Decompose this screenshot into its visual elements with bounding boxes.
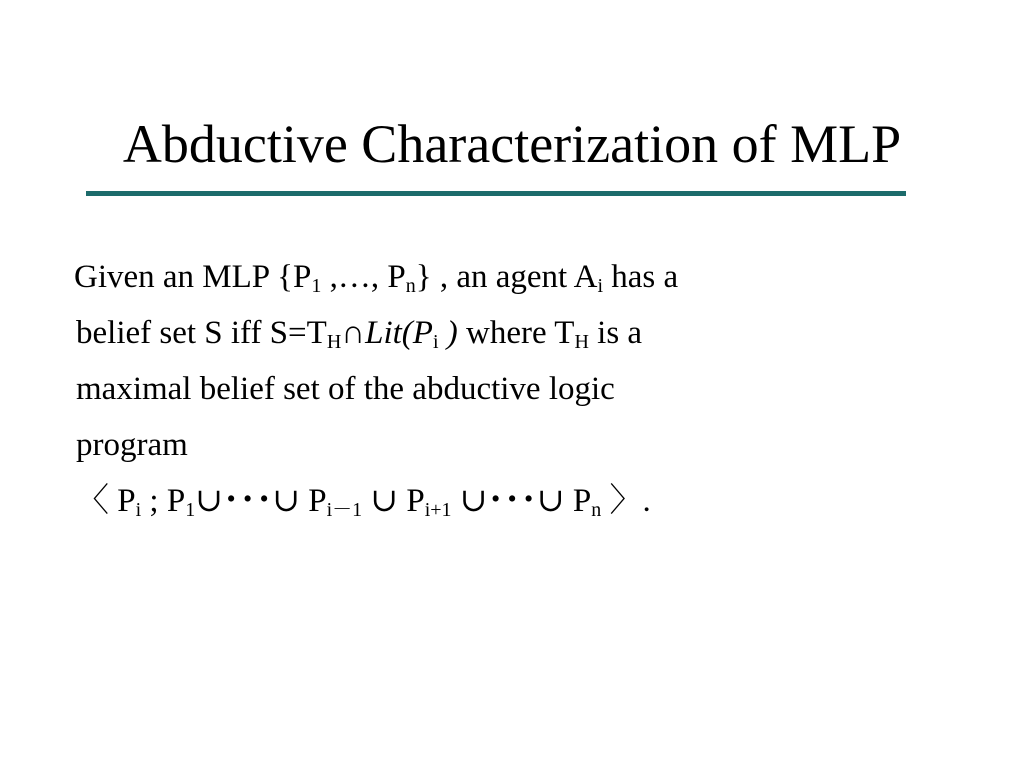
text: is a xyxy=(588,315,643,351)
subscript: H xyxy=(574,331,589,353)
text: belief set S iff S=T xyxy=(76,315,327,351)
body-line-5-formula xyxy=(72,473,952,529)
subscript: 1 xyxy=(311,275,322,297)
body-line-4: program xyxy=(76,427,188,463)
subscript: i xyxy=(432,331,439,353)
subscript: i+1 xyxy=(424,499,452,521)
text: where T xyxy=(457,315,575,351)
text: 〈 P xyxy=(76,483,136,519)
body-line-1 xyxy=(72,249,952,305)
slide-body xyxy=(72,249,952,529)
text: ∪ P xyxy=(362,483,425,519)
text: } , an agent A xyxy=(415,259,598,295)
text: has a xyxy=(603,259,679,295)
slide-title: Abductive Characterization of MLP xyxy=(122,114,902,174)
text: ,…, P xyxy=(321,259,406,295)
subscript: i xyxy=(597,275,604,297)
intersection-symbol: ∩ xyxy=(341,315,366,351)
subscript: n xyxy=(405,275,416,297)
subscript: i－1 xyxy=(326,499,363,521)
subscript: n xyxy=(591,499,602,521)
subscript: H xyxy=(326,331,342,353)
text: 〉. xyxy=(601,483,651,519)
body-line-2 xyxy=(72,305,952,361)
text: ∪･･･∪ P xyxy=(451,483,592,519)
body-line-3: maximal belief set of the abductive logic xyxy=(76,371,615,407)
subscript: 1 xyxy=(185,499,196,521)
text: Given an MLP {P xyxy=(74,259,312,295)
italic-text: ) xyxy=(438,315,458,351)
title-underline xyxy=(86,191,906,196)
subscript: i xyxy=(135,499,142,521)
text: ∪･･･∪ P xyxy=(195,483,327,519)
italic-text: Lit(P xyxy=(365,315,433,351)
text: ; P xyxy=(141,483,186,519)
